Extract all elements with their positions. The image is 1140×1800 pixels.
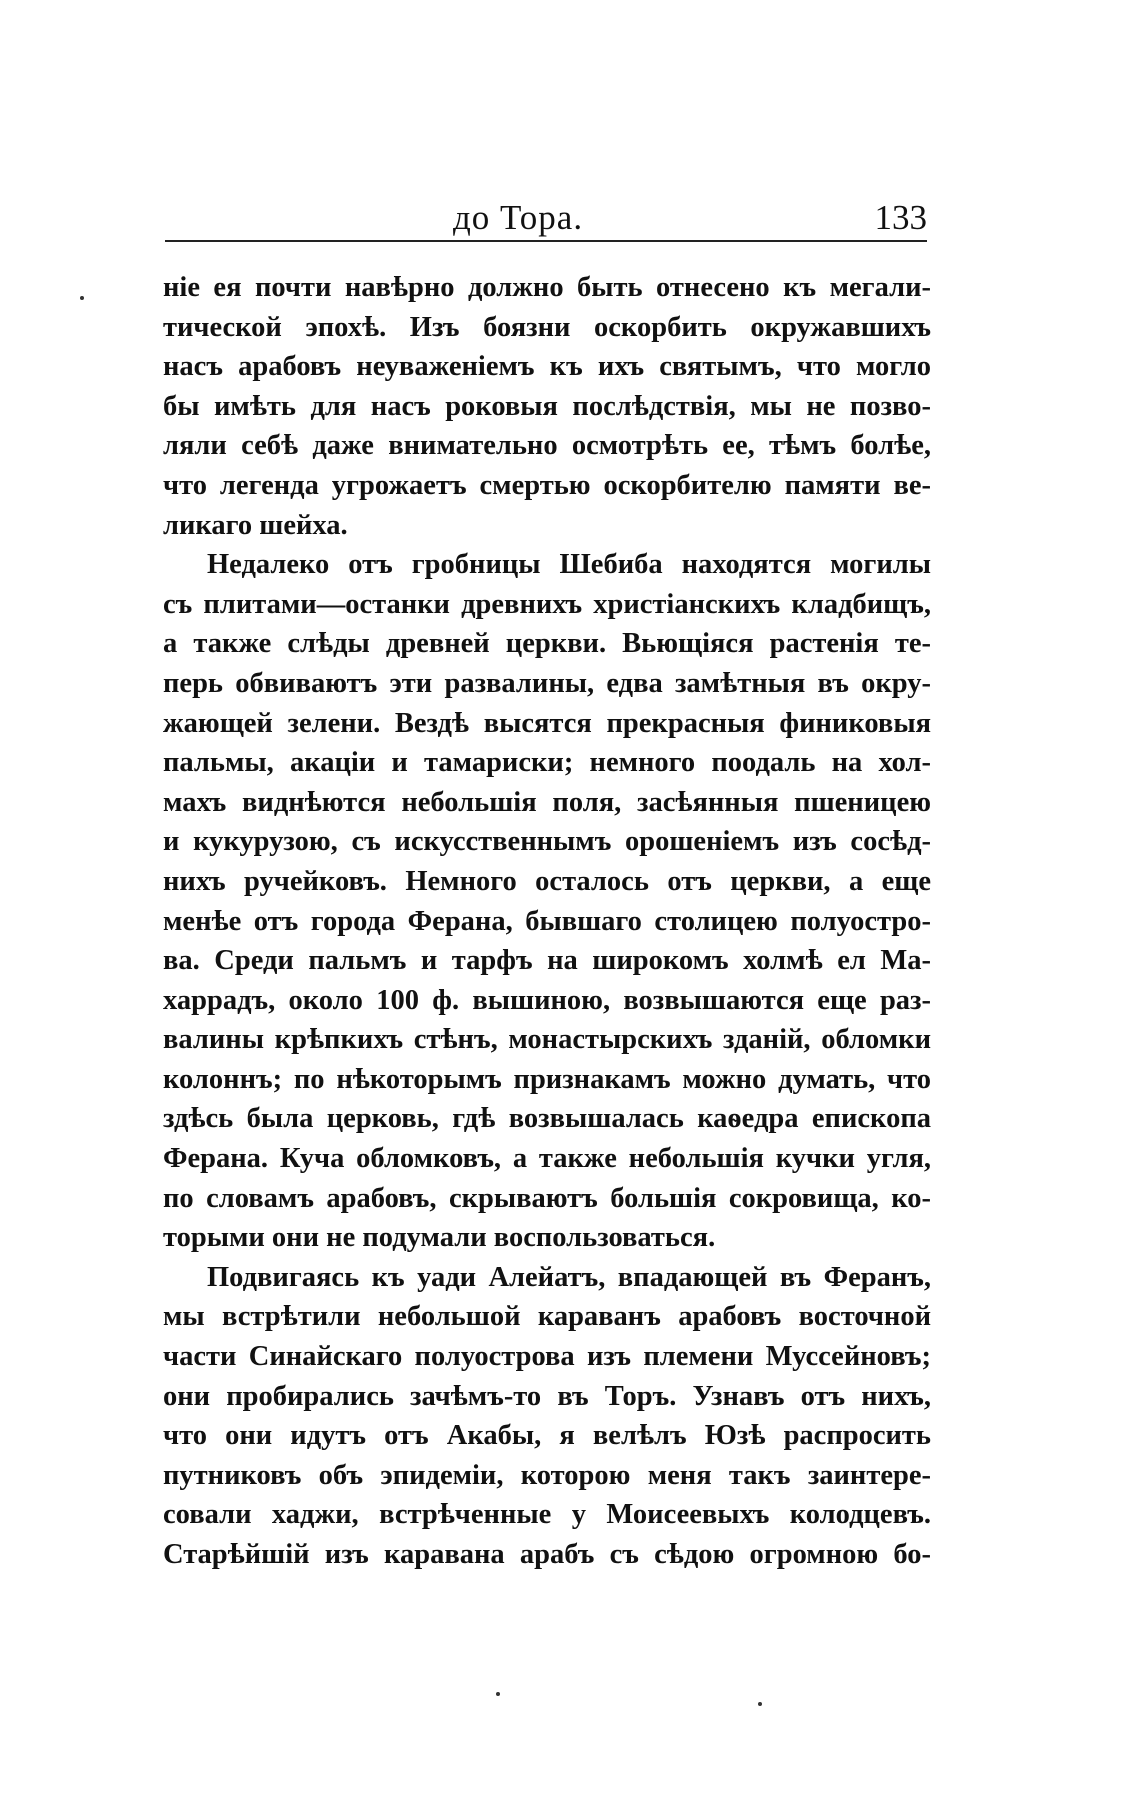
- text-line: ніе ея почти навѣрно должно быть отнесено къ мегали-: [163, 272, 931, 303]
- paragraph-2: [163, 545, 931, 1258]
- text-line: что легенда угрожаетъ смертью оскорбителю памяти ве-: [163, 469, 931, 501]
- text-line: пальмы, акаціи и тамариски; немного поодаль на хол-: [163, 747, 931, 779]
- text-line: ва. Среди пальмъ и тарфъ на широкомъ холмѣ ел Ма-: [163, 945, 931, 977]
- text-line: бы имѣть для насъ роковыя послѣдствія, мы не позво-: [163, 390, 931, 422]
- text-line: Недалеко отъ гробницы Шебиба находятся могилы: [207, 549, 931, 581]
- text-line: путниковъ объ эпидеміи, которою меня такъ заинтере-: [163, 1459, 931, 1491]
- paragraph-1: [163, 268, 931, 545]
- text-line: махъ виднѣются небольшія поля, засѣянныя пшеницею: [163, 786, 931, 818]
- text-line: ликаго шейха.: [163, 509, 348, 541]
- text-line: тической эпохѣ. Изъ боязни оскорбить окружавшихъ: [163, 311, 931, 343]
- text-line: ляли себѣ даже внимательно осмотрѣть ее, тѣмъ болѣе,: [163, 430, 931, 462]
- text-line: а также слѣды древней церкви. Вьющіяся растенія те-: [163, 628, 931, 660]
- print-speck: [80, 296, 84, 300]
- text-line: и кукурузою, съ искусственнымъ орошеніемъ изъ сосѣд-: [163, 826, 931, 858]
- text-line: насъ арабовъ неуваженіемъ къ ихъ святымъ, что могло: [163, 351, 931, 383]
- running-title: до Тора.: [453, 198, 584, 237]
- print-speck: [496, 1692, 500, 1696]
- text-line: совали хаджи, встрѣченные у Моисеевыхъ колодцевъ.: [163, 1499, 931, 1531]
- text-line: Подвигаясь къ уади Алейатъ, впадающей въ Феранъ,: [207, 1261, 931, 1293]
- text-line: что они идутъ отъ Акабы, я велѣлъ Юзѣ распросить: [163, 1420, 931, 1452]
- text-line: колоннъ; по нѣкоторымъ признакамъ можно думать, что: [163, 1063, 931, 1095]
- text-line: менѣе отъ города Ферана, бывшаго столицею полуостро-: [163, 905, 931, 937]
- page-header: [165, 198, 927, 238]
- text-line: Ферана. Куча обломковъ, а также небольшія кучки угля,: [163, 1143, 931, 1175]
- text-line: части Синайскаго полуострова изъ племени Муссейновъ;: [163, 1341, 931, 1373]
- body-text: [163, 268, 931, 1575]
- text-line: съ плитами—останки древнихъ христіанскихъ кладбищъ,: [163, 588, 931, 620]
- page-number: 133: [874, 198, 927, 237]
- text-line: валины крѣпкихъ стѣнъ, монастырскихъ зданій, обломки: [163, 1024, 931, 1056]
- text-line: нихъ ручейковъ. Немного осталось отъ церкви, а еще: [163, 865, 931, 897]
- text-line: Старѣйшій изъ каравана арабъ съ сѣдою огромною бо-: [163, 1539, 931, 1570]
- paragraph-3: [163, 1258, 931, 1575]
- text-line: здѣсь была церковь, гдѣ возвышалась каѳедра епископа: [163, 1103, 931, 1135]
- text-line: торыми они не подумали воспользоваться.: [163, 1222, 716, 1254]
- print-speck: [758, 1702, 762, 1706]
- text-line: перь обвиваютъ эти развалины, едва замѣтныя въ окру-: [163, 667, 931, 699]
- header-rule: [165, 240, 927, 242]
- text-line: харрадъ, около 100 ф. вышиною, возвышаются еще раз-: [163, 984, 931, 1016]
- text-line: мы встрѣтили небольшой караванъ арабовъ восточной: [163, 1301, 931, 1333]
- text-line: жающей зелени. Вездѣ высятся прекрасныя финиковыя: [163, 707, 931, 739]
- text-line: они пробирались зачѣмъ-то въ Торъ. Узнавъ отъ нихъ,: [163, 1380, 931, 1412]
- text-line: по словамъ арабовъ, скрываютъ большія сокровища, ко-: [163, 1182, 931, 1214]
